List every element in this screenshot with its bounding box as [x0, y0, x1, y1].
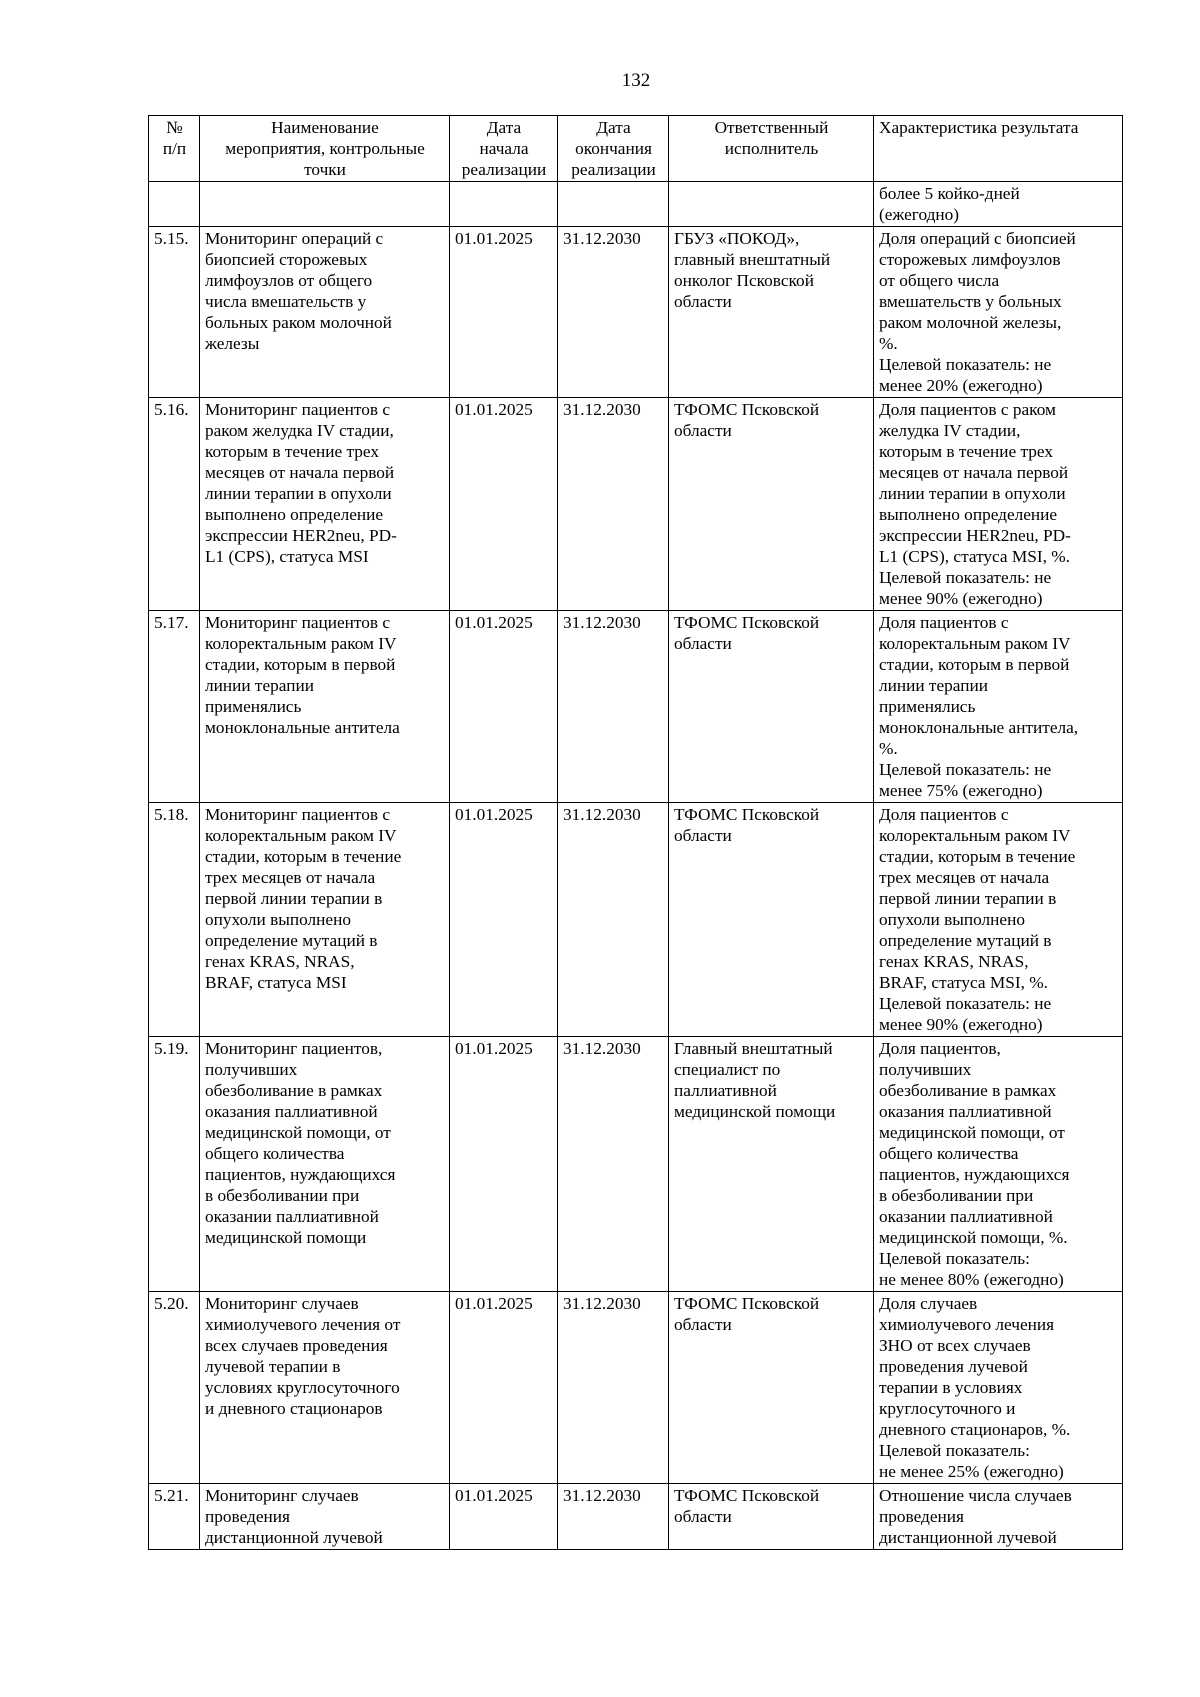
header-executor: Ответственный исполнитель — [669, 116, 874, 182]
row-name: Мониторинг случаев химиолучевого лечения от всех случаев проведения лучевой терапии в условиях круглосуточного и дневного стационаров — [200, 1292, 450, 1484]
row-end-date: 31.12.2030 — [558, 1037, 669, 1292]
measures-table — [148, 115, 1123, 1550]
row-executor: Главный внештатный специалист по паллиативной медицинской помощи — [669, 1037, 874, 1292]
row-name: Мониторинг пациентов с колоректальным раком IV стадии, которым в первой линии терапии применялись моноклональные антитела — [200, 611, 450, 803]
row-name: Мониторинг пациентов с раком желудка IV стадии, которым в течение трех месяцев от начала первой линии терапии в опухоли выполнено определение экспрессии HER2neu, PD- L1 (CPS), статуса MSI — [200, 398, 450, 611]
row-result: Доля пациентов с раком желудка IV стадии, которым в течение трех месяцев от начала первой линии терапии в опухоли выполнено определение экспрессии HER2neu, PD- L1 (CPS), статуса MSI, %. Целевой показатель: не менее 90% (ежегодно) — [874, 398, 1123, 611]
row-executor: ГБУЗ «ПОКОД», главный внештатный онколог Псковской области — [669, 227, 874, 398]
table-row — [149, 803, 1123, 1037]
table-row — [149, 227, 1123, 398]
row-executor — [669, 182, 874, 227]
row-end-date: 31.12.2030 — [558, 227, 669, 398]
row-number: 5.18. — [149, 803, 200, 1037]
row-result: Доля случаев химиолучевого лечения ЗНО от всех случаев проведения лучевой терапии в условиях круглосуточного и дневного стационаров, %. Целевой показатель: не менее 25% (ежегодно) — [874, 1292, 1123, 1484]
table-header-row — [149, 116, 1123, 182]
table-row — [149, 398, 1123, 611]
header-name: Наименование мероприятия, контрольные точки — [200, 116, 450, 182]
row-number — [149, 182, 200, 227]
row-start-date: 01.01.2025 — [450, 398, 558, 611]
row-number: 5.16. — [149, 398, 200, 611]
row-executor: ТФОМС Псковской области — [669, 398, 874, 611]
row-name: Мониторинг случаев проведения дистанционной лучевой — [200, 1484, 450, 1550]
row-result: более 5 койко-дней (ежегодно) — [874, 182, 1123, 227]
header-result: Характеристика результата — [874, 116, 1123, 182]
row-start-date: 01.01.2025 — [450, 227, 558, 398]
row-result: Отношение числа случаев проведения дистанционной лучевой — [874, 1484, 1123, 1550]
table-row — [149, 1037, 1123, 1292]
table-row — [149, 1484, 1123, 1550]
header-number: № п/п — [149, 116, 200, 182]
row-result: Доля операций с биопсией сторожевых лимфоузлов от общего числа вмешательств у больных раком молочной железы, %. Целевой показатель: не менее 20% (ежегодно) — [874, 227, 1123, 398]
row-number: 5.19. — [149, 1037, 200, 1292]
row-end-date: 31.12.2030 — [558, 1484, 669, 1550]
row-name — [200, 182, 450, 227]
row-number: 5.15. — [149, 227, 200, 398]
row-end-date: 31.12.2030 — [558, 398, 669, 611]
row-start-date: 01.01.2025 — [450, 803, 558, 1037]
row-number: 5.17. — [149, 611, 200, 803]
row-end-date — [558, 182, 669, 227]
row-result: Доля пациентов с колоректальным раком IV стадии, которым в течение трех месяцев от начала первой линии терапии в опухоли выполнено определение мутаций в генах KRAS, NRAS, BRAF, статуса MSI, %. Целевой показатель: не менее 90% (ежегодно) — [874, 803, 1123, 1037]
row-end-date: 31.12.2030 — [558, 803, 669, 1037]
row-name: Мониторинг пациентов с колоректальным раком IV стадии, которым в течение трех месяцев от начала первой линии терапии в опухоли выполнено определение мутаций в генах KRAS, NRAS, BRAF, статуса MSI — [200, 803, 450, 1037]
row-start-date: 01.01.2025 — [450, 1292, 558, 1484]
header-end-date: Дата окончания реализации — [558, 116, 669, 182]
row-start-date: 01.01.2025 — [450, 1484, 558, 1550]
row-start-date — [450, 182, 558, 227]
row-end-date: 31.12.2030 — [558, 611, 669, 803]
row-executor: ТФОМС Псковской области — [669, 611, 874, 803]
table-row — [149, 182, 1123, 227]
row-end-date: 31.12.2030 — [558, 1292, 669, 1484]
page-number: 132 — [621, 70, 651, 91]
row-result: Доля пациентов, получивших обезболивание в рамках оказания паллиативной медицинской помощи, от общего количества пациентов, нуждающихся в обезболивании при оказании паллиативной медицинской помощи, %. Целевой показатель: не менее 80% (ежегодно) — [874, 1037, 1123, 1292]
table-row — [149, 611, 1123, 803]
header-start-date: Дата начала реализации — [450, 116, 558, 182]
row-executor: ТФОМС Псковской области — [669, 803, 874, 1037]
row-number: 5.20. — [149, 1292, 200, 1484]
table-row — [149, 1292, 1123, 1484]
row-executor: ТФОМС Псковской области — [669, 1484, 874, 1550]
row-executor: ТФОМС Псковской области — [669, 1292, 874, 1484]
row-number: 5.21. — [149, 1484, 200, 1550]
row-result: Доля пациентов с колоректальным раком IV стадии, которым в первой линии терапии применялись моноклональные антитела, %. Целевой показатель: не менее 75% (ежегодно) — [874, 611, 1123, 803]
row-name: Мониторинг пациентов, получивших обезболивание в рамках оказания паллиативной медицинской помощи, от общего количества пациентов, нуждающихся в обезболивании при оказании паллиативной медицинской помощи — [200, 1037, 450, 1292]
row-start-date: 01.01.2025 — [450, 611, 558, 803]
row-name: Мониторинг операций с биопсией сторожевых лимфоузлов от общего числа вмешательств у больных раком молочной железы — [200, 227, 450, 398]
row-start-date: 01.01.2025 — [450, 1037, 558, 1292]
